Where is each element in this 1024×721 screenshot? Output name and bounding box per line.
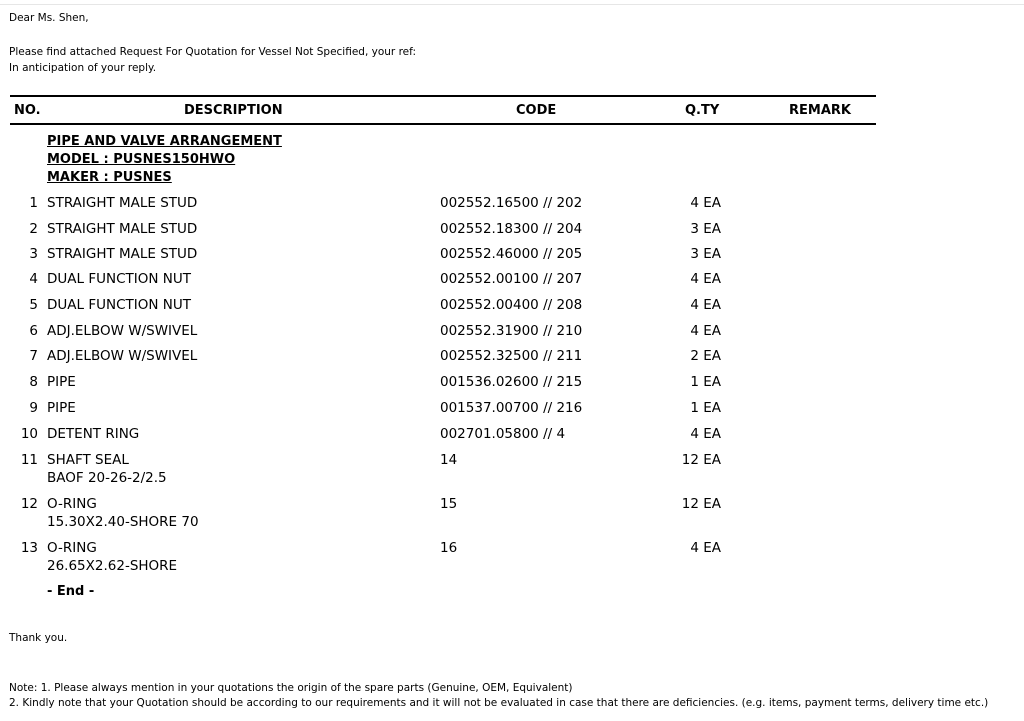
table-row	[0, 296, 1024, 314]
row-description: DUAL FUNCTION NUT	[47, 271, 191, 287]
table-row	[0, 373, 1024, 391]
table-row	[0, 539, 1024, 557]
row-description: O-RING	[47, 540, 97, 556]
table-row	[0, 347, 1024, 365]
header-remark: REMARK	[789, 103, 851, 118]
row-detail: 26.65X2.62-SHORE	[47, 558, 178, 574]
intro-line-2: In anticipation of your reply.	[9, 62, 157, 74]
row-code: 002701.05800 // 4	[440, 426, 566, 442]
row-code: 002552.16500 // 202	[440, 195, 583, 211]
row-no: 3	[29, 246, 38, 262]
header-qty: Q.TY	[685, 103, 720, 118]
table-row	[0, 270, 1024, 288]
header-no: NO.	[14, 103, 41, 118]
end-marker: - End -	[47, 584, 95, 599]
row-qty: 4 EA	[690, 323, 721, 339]
table-row	[0, 220, 1024, 238]
row-qty: 1 EA	[690, 400, 721, 416]
table-row	[0, 399, 1024, 417]
row-no: 2	[29, 221, 38, 237]
row-code: 002552.00400 // 208	[440, 297, 583, 313]
table-row	[0, 495, 1024, 513]
row-code: 15	[440, 496, 458, 512]
top-divider	[0, 4, 1024, 5]
row-code: 002552.00100 // 207	[440, 271, 583, 287]
row-qty: 3 EA	[690, 221, 721, 237]
table-row	[0, 425, 1024, 443]
section-model: MODEL : PUSNES150HWO	[47, 152, 236, 167]
table-header	[10, 95, 876, 125]
row-qty: 4 EA	[690, 426, 721, 442]
row-code: 002552.32500 // 211	[440, 348, 583, 364]
row-no: 1	[29, 195, 38, 211]
row-description: ADJ.ELBOW W/SWIVEL	[47, 323, 198, 339]
row-no: 8	[29, 374, 38, 390]
header-code: CODE	[516, 103, 557, 118]
note-2: 2. Kindly note that your Quotation should be according to our requirements and it will not be evaluated in case that there are deficiencies. (e.g. items, payment terms, delivery time etc.)	[9, 697, 989, 709]
row-qty: 2 EA	[690, 348, 721, 364]
row-detail: BAOF 20-26-2/2.5	[47, 470, 167, 486]
row-code: 001537.00700 // 216	[440, 400, 583, 416]
row-no: 5	[29, 297, 38, 313]
row-no: 6	[29, 323, 38, 339]
row-no: 4	[29, 271, 38, 287]
row-code: 14	[440, 452, 458, 468]
intro-line-1: Please find attached Request For Quotation for Vessel Not Specified, your ref:	[9, 46, 416, 58]
row-no: 11	[20, 452, 38, 468]
row-description: DETENT RING	[47, 426, 140, 442]
row-no: 9	[29, 400, 38, 416]
row-description: O-RING	[47, 496, 97, 512]
thank-you: Thank you.	[9, 632, 68, 644]
row-description: DUAL FUNCTION NUT	[47, 297, 191, 313]
row-no: 13	[20, 540, 38, 556]
table-row	[0, 322, 1024, 340]
row-qty: 1 EA	[690, 374, 721, 390]
row-qty: 3 EA	[690, 246, 721, 262]
row-qty: 4 EA	[690, 297, 721, 313]
row-no: 7	[29, 348, 38, 364]
row-qty: 4 EA	[690, 540, 721, 556]
row-description: PIPE	[47, 400, 76, 416]
row-qty: 4 EA	[690, 271, 721, 287]
row-qty: 4 EA	[690, 195, 721, 211]
row-description: STRAIGHT MALE STUD	[47, 221, 198, 237]
section-maker: MAKER : PUSNES	[47, 170, 172, 185]
table-row	[0, 451, 1024, 469]
section-title: PIPE AND VALVE ARRANGEMENT	[47, 134, 282, 149]
row-code: 002552.31900 // 210	[440, 323, 583, 339]
greeting: Dear Ms. Shen,	[9, 12, 89, 24]
row-code: 16	[440, 540, 458, 556]
table-row	[0, 245, 1024, 263]
row-code: 002552.18300 // 204	[440, 221, 583, 237]
row-description: STRAIGHT MALE STUD	[47, 246, 198, 262]
row-description: PIPE	[47, 374, 76, 390]
row-description: ADJ.ELBOW W/SWIVEL	[47, 348, 198, 364]
row-no: 10	[20, 426, 38, 442]
header-description: DESCRIPTION	[184, 103, 283, 118]
row-code: 002552.46000 // 205	[440, 246, 583, 262]
note-1: Note: 1. Please always mention in your quotations the origin of the spare parts (Genuine, OEM, Equivalent)	[9, 682, 573, 694]
row-qty: 12 EA	[681, 496, 721, 512]
row-code: 001536.02600 // 215	[440, 374, 583, 390]
table-row	[0, 194, 1024, 212]
row-qty: 12 EA	[681, 452, 721, 468]
row-detail: 15.30X2.40-SHORE 70	[47, 514, 199, 530]
row-no: 12	[20, 496, 38, 512]
row-description: SHAFT SEAL	[47, 452, 129, 468]
row-description: STRAIGHT MALE STUD	[47, 195, 198, 211]
